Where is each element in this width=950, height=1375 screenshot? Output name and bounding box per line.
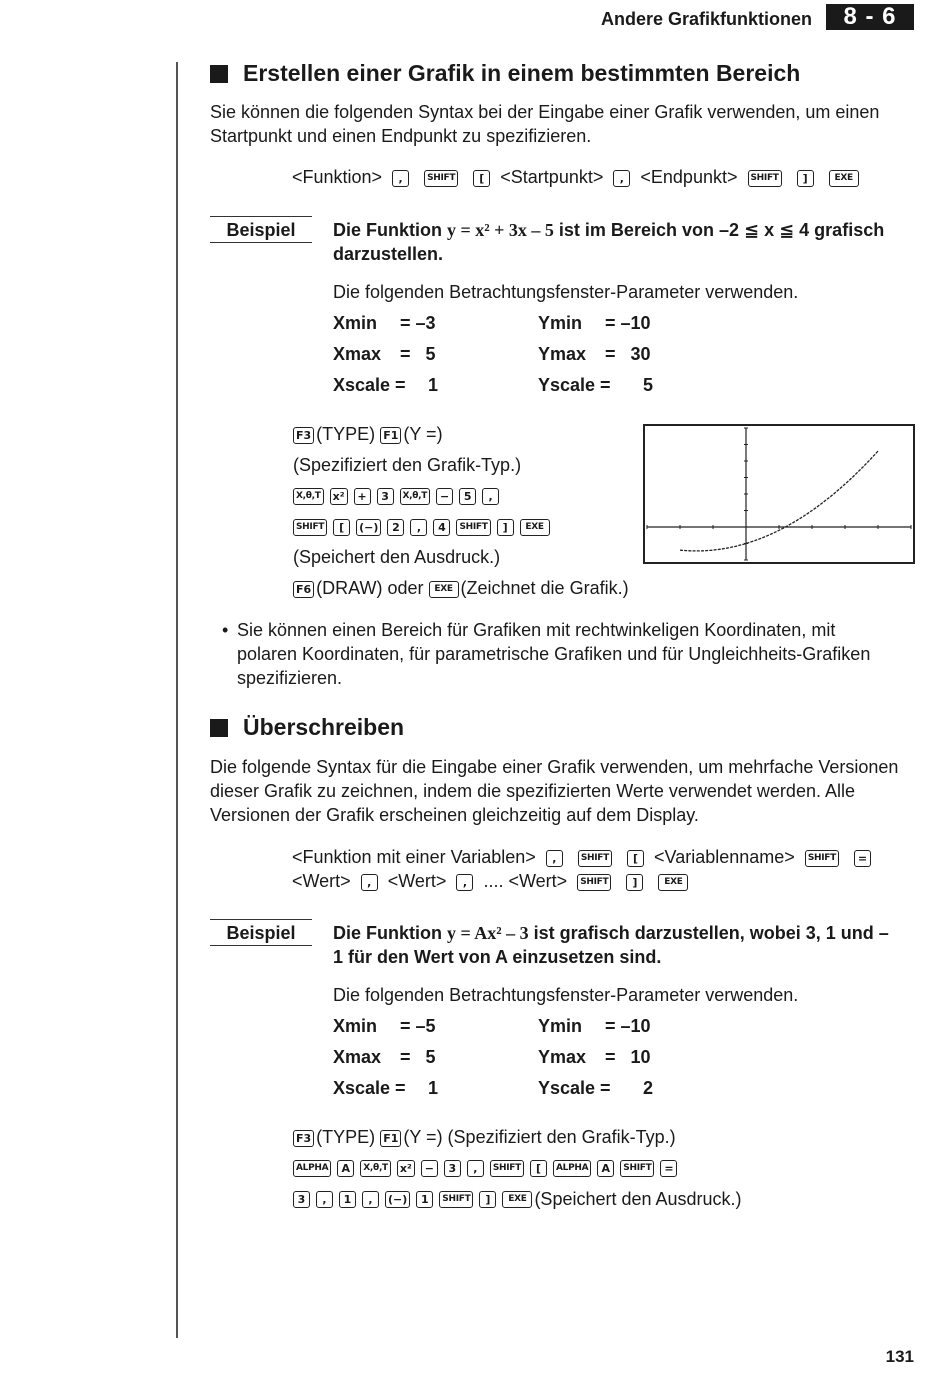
three-key-icon: 3 — [377, 488, 394, 505]
param-label: Yscale = — [538, 1078, 611, 1098]
syntax-endpunkt: <Endpunkt> — [640, 167, 738, 187]
param-label: Ymin — [538, 313, 583, 333]
key-sequence-expression — [293, 1155, 683, 1181]
note-bullet — [222, 618, 892, 690]
comma-key-icon: , — [467, 1160, 484, 1177]
step-type — [293, 422, 443, 446]
param-yscale — [538, 373, 654, 397]
param-value: 1 — [428, 375, 439, 395]
param-value: = –3 — [400, 313, 436, 333]
xt-key-icon: X,θ,T — [360, 1160, 391, 1177]
syntax-variable: <Variablenname> — [654, 847, 795, 867]
syntax-line — [292, 165, 864, 189]
syntax-startpunkt: <Startpunkt> — [500, 167, 604, 187]
right-bracket-key-icon: ] — [797, 170, 814, 187]
chapter-title: Andere Grafikfunktionen — [600, 9, 812, 29]
right-bracket-key-icon: ] — [479, 1191, 496, 1208]
shift-key-icon: SHIFT — [620, 1160, 654, 1177]
param-ymax — [538, 1045, 651, 1069]
param-label: Xmin — [333, 313, 378, 333]
param-xmin — [333, 311, 436, 335]
syntax-line — [292, 845, 876, 869]
page-number: 131 — [885, 1347, 914, 1366]
example-tag: Beispiel — [210, 919, 312, 946]
param-value: 1 — [428, 1078, 439, 1098]
exe-key-icon: EXE — [658, 874, 688, 891]
param-value: = 5 — [400, 1047, 436, 1067]
f1-key-icon: F1 — [380, 427, 401, 444]
param-label: Xmax — [333, 1047, 382, 1067]
key-sequence-values — [293, 1186, 742, 1212]
comma-key-icon: , — [316, 1191, 333, 1208]
f1-key-icon: F1 — [380, 1130, 401, 1147]
param-yscale — [538, 1076, 654, 1100]
five-key-icon: 5 — [459, 488, 476, 505]
param-xscale — [333, 373, 439, 397]
bullet-dot: • — [222, 620, 229, 640]
equals-key-icon: = — [660, 1160, 677, 1177]
example-equation: y = Ax² – 3 — [447, 923, 529, 943]
param-value: 5 — [643, 375, 654, 395]
param-value: 2 — [643, 1078, 654, 1098]
section-heading-range — [210, 60, 800, 87]
shift-key-icon: SHIFT — [805, 850, 839, 867]
shift-key-icon: SHIFT — [424, 170, 458, 187]
comma-key-icon: , — [410, 519, 427, 536]
param-value: = 10 — [605, 1047, 651, 1067]
section-intro: Sie können die folgenden Syntax bei der Eingabe einer Grafik verwenden, um einen Startpunkt und einen Endpunkt zu spezifizieren. — [210, 102, 880, 146]
step-text: (TYPE) — [316, 424, 376, 444]
shift-key-icon: SHIFT — [577, 874, 611, 891]
step-text: (DRAW) oder — [316, 578, 429, 598]
step-draw — [293, 576, 629, 600]
left-bracket-key-icon: [ — [333, 519, 350, 536]
example-description — [333, 218, 893, 266]
note-text: Sie können einen Bereich für Grafiken mit rechtwinkeligen Koordinaten, mit polaren Koordinaten, für parametrische Grafiken und für Ungleichheits-Grafiken spezifizieren. — [237, 620, 871, 688]
param-ymin — [538, 1014, 651, 1038]
minus-key-icon: − — [436, 488, 453, 505]
syntax-wert: <Wert> — [292, 871, 351, 891]
right-bracket-key-icon: ] — [497, 519, 514, 536]
param-ymin — [538, 311, 651, 335]
section-badge: 8 - 6 — [826, 4, 914, 30]
param-value: = –10 — [605, 313, 651, 333]
three-key-icon: 3 — [293, 1191, 310, 1208]
exe-key-icon: EXE — [829, 170, 859, 187]
step-type — [293, 1125, 676, 1149]
plus-key-icon: + — [354, 488, 371, 505]
a-key-icon: A — [337, 1160, 354, 1177]
syntax-funktion: <Funktion> — [292, 167, 383, 187]
square-bullet-icon — [210, 65, 228, 83]
step-text: (Y =) (Spezifiziert den Grafik-Typ.) — [403, 1127, 676, 1147]
step-note: (Spezifiziert den Grafik-Typ.) — [293, 455, 522, 475]
equals-key-icon: = — [854, 850, 871, 867]
margin-rule — [176, 62, 178, 1338]
alpha-key-icon: ALPHA — [553, 1160, 591, 1177]
section-heading-overwrite — [210, 714, 404, 741]
f6-key-icon: F6 — [293, 581, 314, 598]
four-key-icon: 4 — [433, 519, 450, 536]
shift-key-icon: SHIFT — [578, 850, 612, 867]
syntax-dots: .... — [483, 871, 504, 891]
param-label: Xscale = — [333, 1078, 406, 1098]
param-ymax — [538, 342, 651, 366]
comma-key-icon: , — [546, 850, 563, 867]
param-value: = –5 — [400, 1016, 436, 1036]
right-bracket-key-icon: ] — [626, 874, 643, 891]
three-key-icon: 3 — [444, 1160, 461, 1177]
param-value: = –10 — [605, 1016, 651, 1036]
minus-key-icon: − — [421, 1160, 438, 1177]
step-text: (Zeichnet die Grafik.) — [460, 578, 629, 598]
comma-key-icon: , — [613, 170, 630, 187]
exe-key-icon: EXE — [429, 581, 459, 598]
syntax-wert: <Wert> — [387, 871, 447, 891]
key-sequence-range — [293, 514, 556, 540]
left-bracket-key-icon: [ — [627, 850, 644, 867]
comma-key-icon: , — [392, 170, 409, 187]
screen-border — [644, 425, 914, 563]
step-text: (Speichert den Ausdruck.) — [534, 1189, 742, 1209]
exe-key-icon: EXE — [502, 1191, 532, 1208]
example-text-b: ist grafisch darzustellen, wobei 3, 1 und –1 für den Wert von A einzusetzen sind. — [333, 923, 889, 967]
calculator-screen-graph — [643, 424, 915, 564]
exe-key-icon: EXE — [520, 519, 550, 536]
param-value: = 5 — [400, 344, 436, 364]
param-label: Xscale = — [333, 375, 406, 395]
shift-key-icon: SHIFT — [490, 1160, 524, 1177]
param-label: Ymax — [538, 344, 587, 364]
square-bullet-icon — [210, 719, 228, 737]
param-label: Ymin — [538, 1016, 583, 1036]
example-equation: y = x² + 3x – 5 — [447, 220, 554, 240]
example-text-a: Die Funktion — [333, 220, 447, 240]
comma-key-icon: , — [362, 1191, 379, 1208]
step-note: (Speichert den Ausdruck.) — [293, 547, 501, 567]
example-description — [333, 921, 893, 969]
square-key-icon: x² — [397, 1160, 415, 1177]
param-label: Xmin — [333, 1016, 378, 1036]
alpha-key-icon: ALPHA — [293, 1160, 331, 1177]
shift-key-icon: SHIFT — [456, 519, 490, 536]
syntax-line — [292, 869, 693, 893]
param-label: Ymax — [538, 1047, 587, 1067]
xt-key-icon: X,θ,T — [293, 488, 324, 505]
param-label: Xmax — [333, 344, 382, 364]
syntax-wert: <Wert> — [508, 871, 568, 891]
shift-key-icon: SHIFT — [293, 519, 327, 536]
window-intro: Die folgenden Betrachtungsfenster-Parameter verwenden. — [333, 282, 799, 302]
comma-key-icon: , — [456, 874, 473, 891]
f3-key-icon: F3 — [293, 1130, 314, 1147]
two-key-icon: 2 — [387, 519, 404, 536]
square-key-icon: x² — [330, 488, 348, 505]
section-intro: Die folgende Syntax für die Eingabe einer Grafik verwenden, um mehrfache Versionen dieser Grafik zu zeichnen, indem die spezifizierten Werte verwendet werden. Alle Versionen der Grafik erscheinen gleichzeitig auf dem Display. — [210, 757, 899, 825]
one-key-icon: 1 — [339, 1191, 356, 1208]
syntax-funktion: <Funktion mit einer Variablen> — [292, 847, 536, 867]
param-label: Yscale = — [538, 375, 611, 395]
param-xmax — [333, 1045, 436, 1069]
section-heading-text: Überschreiben — [243, 714, 405, 740]
shift-key-icon: SHIFT — [439, 1191, 473, 1208]
param-value: = 30 — [605, 344, 651, 364]
param-xscale — [333, 1076, 439, 1100]
example-tag: Beispiel — [210, 216, 312, 243]
example-text-b: ist im Bereich von –2 ≦ x ≦ 4 grafisch darzustellen. — [333, 220, 885, 264]
negative-key-icon: (−) — [356, 519, 381, 536]
param-xmin — [333, 1014, 436, 1038]
section-heading-text: Erstellen einer Grafik in einem bestimmten Bereich — [243, 60, 801, 86]
window-intro: Die folgenden Betrachtungsfenster-Parameter verwenden. — [333, 985, 799, 1005]
comma-key-icon: , — [482, 488, 499, 505]
a-key-icon: A — [597, 1160, 614, 1177]
xt-key-icon: X,θ,T — [400, 488, 431, 505]
one-key-icon: 1 — [416, 1191, 433, 1208]
f3-key-icon: F3 — [293, 427, 314, 444]
step-text: (TYPE) — [316, 1127, 376, 1147]
left-bracket-key-icon: [ — [530, 1160, 547, 1177]
step-text: (Y =) — [403, 424, 443, 444]
param-xmax — [333, 342, 436, 366]
example-text-a: Die Funktion — [333, 923, 447, 943]
key-sequence-expression — [293, 483, 505, 509]
left-bracket-key-icon: [ — [473, 170, 490, 187]
comma-key-icon: , — [361, 874, 378, 891]
shift-key-icon: SHIFT — [748, 170, 782, 187]
negative-key-icon: (−) — [385, 1191, 410, 1208]
